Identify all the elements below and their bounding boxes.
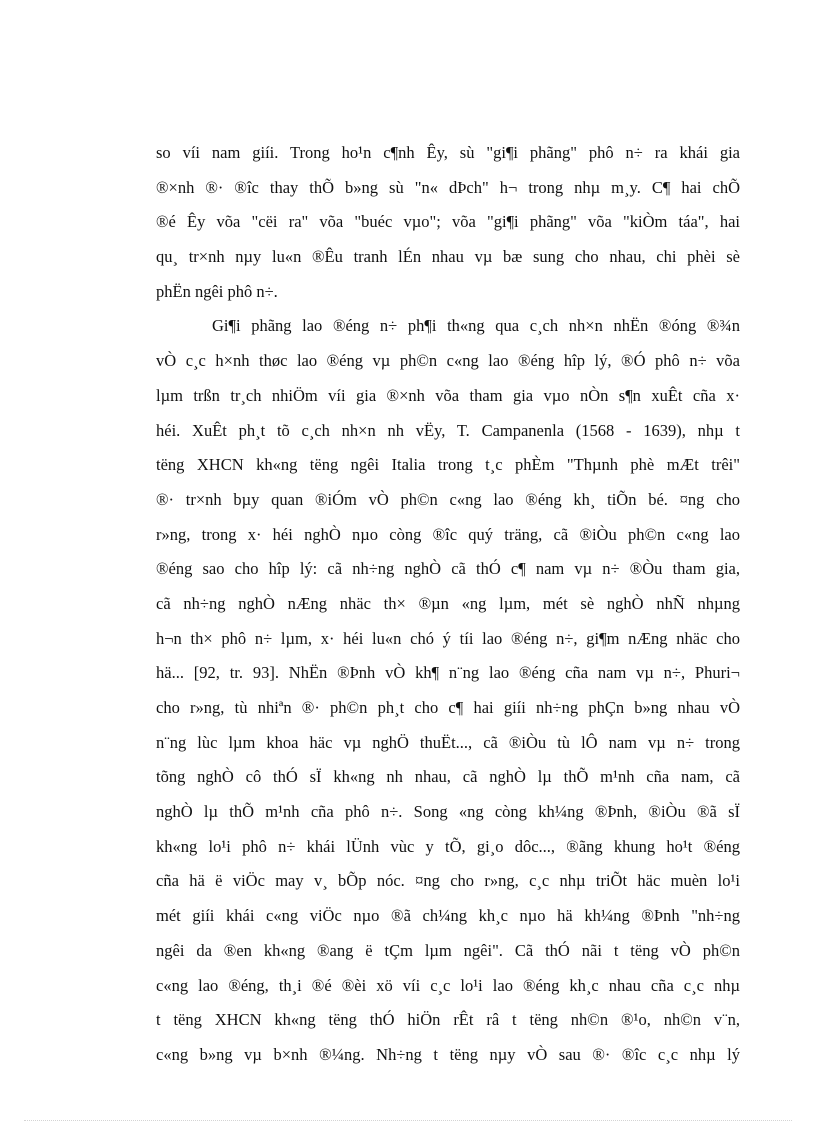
text-line: ®é Êy võa "cëi ra" võa "buéc vµo"; võa "gi¶i phãng" võa "kiÒm táa", hai [156, 212, 740, 232]
text-line: ®×nh ®· ®îc thay thÕ b»ng sù "n« dÞch" h¬ trong nhµ m¸y. C¶ hai chÕ [156, 177, 740, 197]
text-line: mét giíi khái c«ng viÖc nµo ®ã ch¼ng kh¸c nµo hä kh¼ng ®Þnh "nh÷ng [156, 906, 740, 926]
page-bottom-rule [24, 1120, 792, 1121]
text-line: h¬n th× phô n÷ lµm, x· héi lu«n chó ý tíi lao ®éng n÷, gi¶m nÆng nhäc cho [156, 628, 740, 648]
text-line: tõng nghÒ cô thÓ sÏ kh«ng nh nhau, cã nghÒ lµ thÕ m¹nh cña nam, cã [156, 767, 740, 787]
text-line: c«ng lao ®éng, th¸i ®é ®èi xö víi c¸c lo¹i lao ®éng kh¸c nhau cña c¸c nhµ [156, 975, 740, 995]
text-line: qu¸ tr×nh nµy lu«n ®Êu tranh lÉn nhau vµ bæ sung cho nhau, chi phèi sè [156, 247, 740, 267]
text-line: nghÒ lµ thÕ m¹nh cña phô n÷. Song «ng còng kh¼ng ®Þnh, ®iÒu ®ã sÏ [156, 802, 740, 822]
text-line: r»ng, trong x· héi nghÒ nµo còng ®îc quý träng, cã ®iÒu ph©n c«ng lao [156, 524, 740, 544]
text-line: lµm trßn tr¸ch nhiÖm víi gia ®×nh võa tham gia vµo nÒn s¶n xuÊt cña x· [156, 385, 740, 405]
text-line: kh«ng lo¹i phô n÷ khái lÜnh vùc y tÕ, gi¸o dôc..., ®ãng khung ho¹t ®éng [156, 836, 740, 856]
text-line: cña hä ë viÖc may v¸ bÕp nóc. ¤ng cho r»ng, c¸c nhµ triÕt häc muèn lo¹i [156, 871, 740, 891]
text-line: phËn ngêi phô n÷. [156, 281, 278, 301]
text-line: vÒ c¸c h×nh thøc lao ®éng vµ ph©n c«ng lao ®éng hîp lý, ®Ó phô n÷ võa [156, 351, 740, 371]
text-line: t tëng XHCN kh«ng tëng thÓ hiÖn rÊt râ t tëng nh©n ®¹o, nh©n v¨n, [156, 1010, 740, 1030]
text-line: ®· tr×nh bµy quan ®iÓm vÒ ph©n c«ng lao ®éng kh¸ tiÕn bé. ¤ng cho [156, 489, 740, 509]
paragraph-first-line: Gi¶i phãng lao ®éng n÷ ph¶i th«ng qua c¸ch nh×n nhËn ®óng ®¾n [212, 316, 740, 336]
text-line: n¨ng lùc lµm khoa häc vµ nghÖ thuËt..., cã ®iÒu tù lÔ nam vµ n÷ trong [156, 732, 740, 752]
text-line: cho r»ng, tù nhiªn ®· ph©n ph¸t cho c¶ hai giíi nh÷ng phÇn b»ng nhau vÒ [156, 698, 740, 717]
text-line: hä... [92, tr. 93]. NhËn ®Þnh vÒ kh¶ n¨ng lao ®éng cña nam vµ n÷, Phuri¬ [156, 663, 740, 683]
text-line: tëng XHCN kh«ng tëng ngêi Italia trong t¸c phÈm "Thµnh phè mÆt trêi" [156, 455, 740, 475]
text-line: héi. XuÊt ph¸t tõ c¸ch nh×n nh vËy, T. Campanenla (1568 - 1639), nhµ t [156, 420, 740, 440]
body-text [156, 136, 740, 1073]
text-line: ngêi da ®en kh«ng ®ang ë tÇm lµm ngêi". Cã thÓ nãi t tëng vÒ ph©n [156, 940, 740, 960]
text-line: cã nh÷ng nghÒ nÆng nhäc th× ®µn «ng lµm, mét sè nghÒ nhÑ nhµng [156, 593, 740, 613]
text-line: ®éng sao cho hîp lý: cã nh÷ng nghÒ cã thÓ c¶ nam vµ n÷ ®Òu tham gia, [156, 559, 740, 579]
text-line: so víi nam giíi. Trong ho¹n c¶nh Êy, sù "gi¶i phãng" phô n÷ ra khái gia [156, 143, 740, 162]
text-line: c«ng b»ng vµ b×nh ®¼ng. Nh÷ng t tëng nµy vÒ sau ®· ®îc c¸c nhµ lý [156, 1044, 740, 1064]
